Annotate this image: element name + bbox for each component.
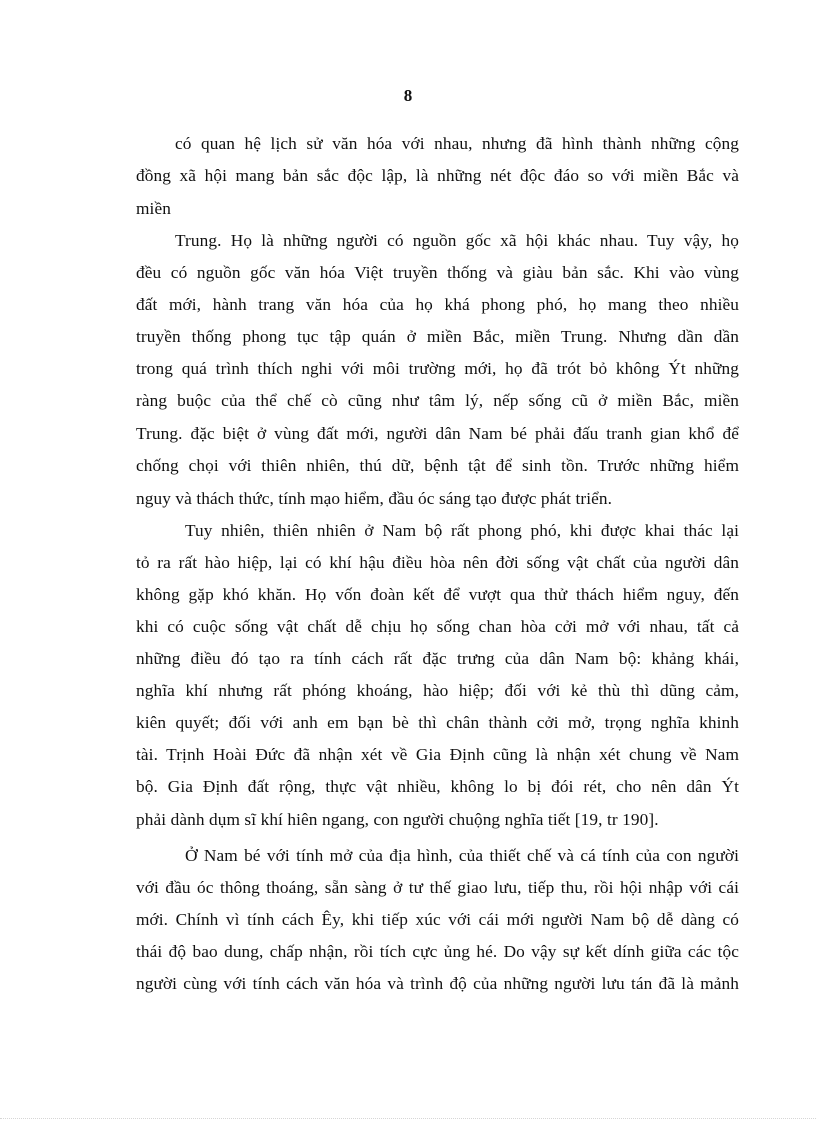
text-line: những điều đó tạo ra tính cách rất đặc trưng của dân Nam bộ: khảng khái,: [136, 649, 739, 668]
text-line: bộ. Gia Định đất rộng, thực vật nhiều, không lo bị đói rét, cho nên dân Ýt: [136, 777, 739, 796]
text-line: miền: [136, 199, 171, 218]
text-line: truyền thống phong tục tập quán ở miền Bắc, miền Trung. Nhưng dần dần: [136, 327, 739, 346]
text-line: Ở Nam bé với tính mở của địa hình, của thiết chế và cá tính của con người: [185, 846, 739, 865]
text-line: đồng xã hội mang bản sắc độc lập, là những nét độc đáo so với miền Bắc và: [136, 166, 739, 185]
text-line: mới. Chính vì tính cách Êy, khi tiếp xúc với cái mới người Nam bộ dễ dàng có: [136, 910, 739, 929]
text-line: Trung. đặc biệt ở vùng đất mới, người dân Nam bé phải đấu tranh gian khổ để: [136, 424, 739, 443]
text-line: kiên quyết; đối với anh em bạn bè thì chân thành cởi mở, trọng nghĩa khinh: [136, 713, 739, 732]
text-line: đất mới, hành trang văn hóa của họ khá phong phó, họ mang theo nhiều: [136, 295, 739, 314]
text-line: tỏ ra rất hào hiệp, lại có khí hậu điều hòa nên đời sống vật chất của người dân: [136, 553, 739, 572]
text-line: Tuy nhiên, thiên nhiên ở Nam bộ rất phong phó, khi được khai thác lại: [185, 521, 739, 540]
text-line: với đầu óc thông thoáng, sẵn sàng ở tư thế giao lưu, tiếp thu, rồi hội nhập với cái: [136, 878, 739, 897]
text-line: tài. Trịnh Hoài Đức đã nhận xét về Gia Định cũng là nhận xét chung về Nam: [136, 745, 739, 764]
text-line: đều có nguồn gốc văn hóa Việt truyền thống và giàu bản sắc. Khi vào vùng: [136, 263, 739, 282]
text-line: khi có cuộc sống vật chất dễ chịu họ sống chan hòa cởi mở với nhau, tất cả: [136, 617, 739, 636]
text-line: ràng buộc của thể chế cò cũng như tâm lý, nếp sống cũ ở miền Bắc, miền: [136, 391, 739, 410]
text-line: chống chọi với thiên nhiên, thú dữ, bệnh tật để sinh tồn. Trước những hiểm: [136, 456, 739, 475]
text-line: nghĩa khí nhưng rất phóng khoáng, hào hiệp; đối với kẻ thù thì dũng cảm,: [136, 681, 739, 700]
text-line: phải dành dụm sĩ khí hiên ngang, con người chuộng nghĩa tiết [19, tr 190].: [136, 810, 659, 829]
page-bottom-divider: [0, 1118, 816, 1119]
text-line: trong quá trình thích nghi với môi trường mới, họ đã trót bỏ không Ýt những: [136, 359, 739, 378]
text-line: thái độ bao dung, chấp nhận, rồi tích cực ủng hé. Do vậy sự kết dính giữa các tộc: [136, 942, 739, 961]
text-line: Trung. Họ là những người có nguồn gốc xã hội khác nhau. Tuy vậy, họ: [175, 231, 739, 250]
text-line: người cùng với tính cách văn hóa và trình độ của những người lưu tán đã là mảnh: [136, 974, 739, 993]
page-number: 8: [403, 86, 413, 105]
text-line: không gặp khó khăn. Họ vốn đoàn kết để vượt qua thử thách hiểm nguy, đến: [136, 585, 739, 604]
text-line: có quan hệ lịch sử văn hóa với nhau, nhưng đã hình thành những cộng: [175, 134, 739, 153]
text-line: nguy và thách thức, tính mạo hiểm, đầu óc sáng tạo được phát triển.: [136, 489, 613, 508]
